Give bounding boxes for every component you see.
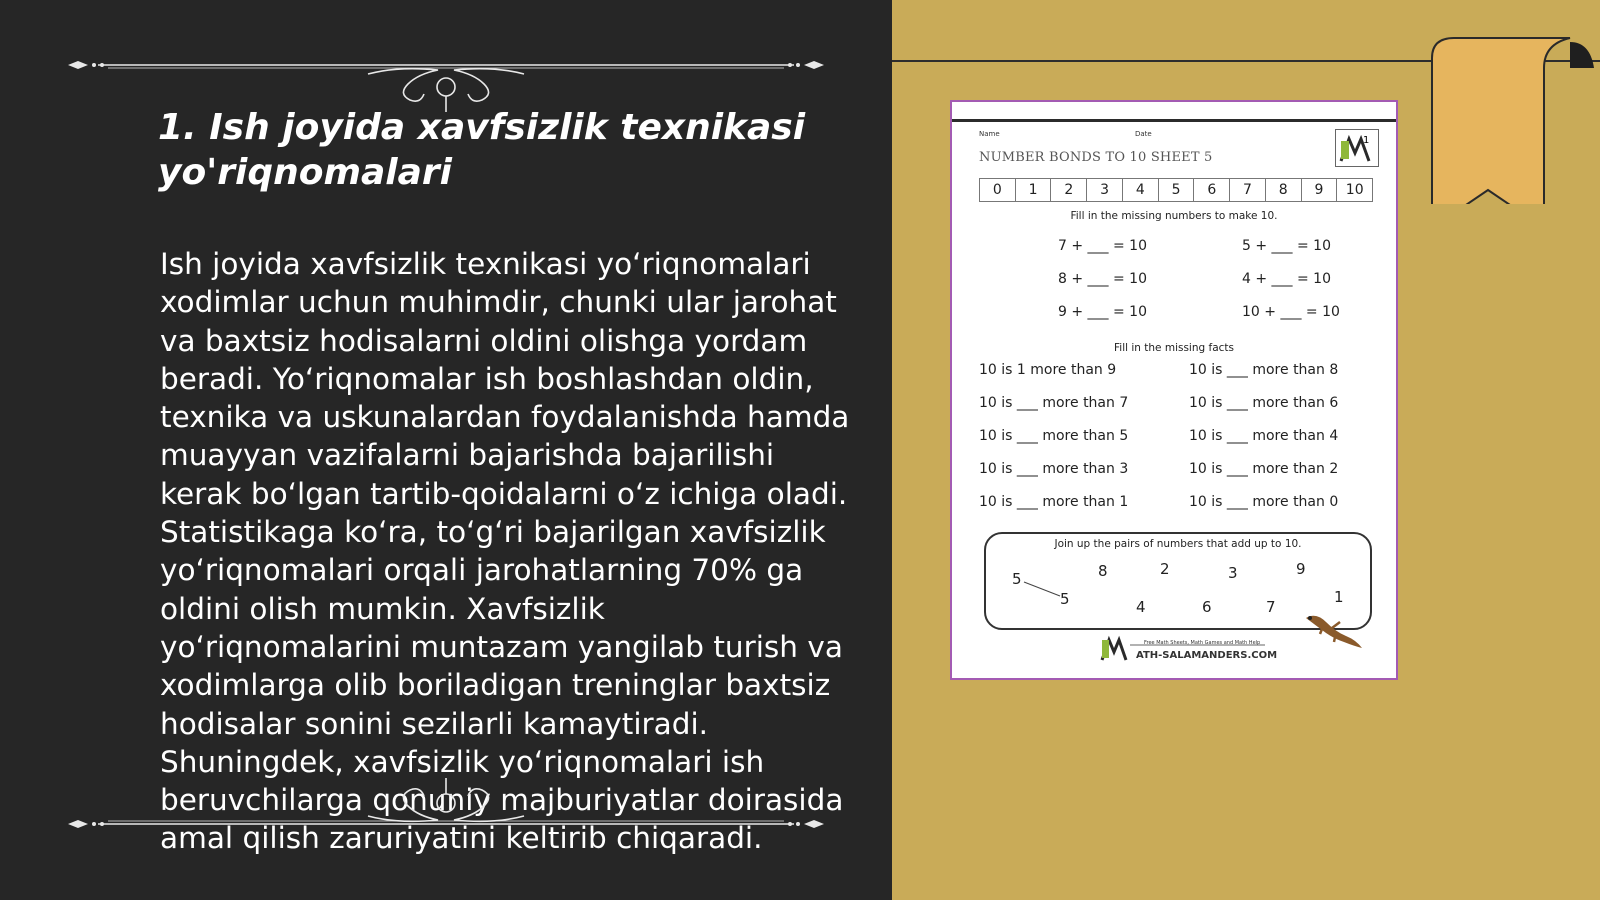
worksheet-instruction-3: Join up the pairs of numbers that add up to 10. bbox=[1054, 538, 1302, 550]
equation-right: 10 + ___ = 10 bbox=[1242, 304, 1340, 320]
footer-tagline: Free Math Sheets, Math Games and Math Help bbox=[1144, 640, 1261, 646]
equation-left: 9 + ___ = 10 bbox=[1058, 304, 1147, 320]
number-line-cell: 10 bbox=[1345, 182, 1364, 198]
footer-site-name: ATH-SALAMANDERS.COM bbox=[1136, 650, 1278, 661]
fact-right: 10 is ___ more than 2 bbox=[1189, 461, 1339, 477]
slide-title: 1. Ish joyida xavfsizlik texnikasi yo'riqnomalari bbox=[158, 107, 806, 193]
number-line bbox=[979, 178, 1373, 202]
fact-left: 10 is ___ more than 5 bbox=[979, 428, 1129, 444]
number-line-cell: 3 bbox=[1087, 179, 1123, 201]
worksheet-instruction-2: Fill in the missing facts bbox=[1114, 342, 1234, 354]
pair-number: 5 bbox=[1012, 570, 1022, 588]
number-line-cell: 8 bbox=[1266, 179, 1302, 201]
equation-right: 4 + ___ = 10 bbox=[1242, 271, 1331, 287]
pair-number: 1 bbox=[1334, 588, 1344, 606]
salamander-icon bbox=[1302, 608, 1364, 652]
pair-number: 7 bbox=[1266, 598, 1276, 616]
pair-number: 9 bbox=[1296, 560, 1306, 578]
number-line-cell: 5 bbox=[1159, 179, 1195, 201]
fact-left: 10 is 1 more than 9 bbox=[979, 362, 1117, 378]
pair-number: 2 bbox=[1160, 560, 1170, 578]
pair-number: 5 bbox=[1060, 590, 1070, 608]
pair-number: 8 bbox=[1098, 562, 1108, 580]
math-salamanders-logo-icon bbox=[1335, 129, 1379, 167]
bookmark-icon bbox=[1430, 34, 1600, 204]
number-line-cell: 6 bbox=[1194, 179, 1230, 201]
pair-number: 6 bbox=[1202, 598, 1212, 616]
worksheet-instruction-1: Fill in the missing numbers to make 10. bbox=[1070, 210, 1278, 222]
equation-left: 8 + ___ = 10 bbox=[1058, 271, 1147, 287]
number-line-cell: 9 bbox=[1302, 179, 1338, 201]
number-line-cell: 4 bbox=[1123, 179, 1159, 201]
fact-right: 10 is ___ more than 0 bbox=[1189, 494, 1339, 510]
worksheet-date-label: Date bbox=[1135, 130, 1152, 138]
fact-left: 10 is ___ more than 3 bbox=[979, 461, 1129, 477]
logo-digit: 1 bbox=[1363, 135, 1370, 146]
fact-left: 10 is ___ more than 1 bbox=[979, 494, 1129, 510]
fact-right: 10 is ___ more than 4 bbox=[1189, 428, 1339, 444]
pair-number: 3 bbox=[1228, 564, 1238, 582]
fact-right: 10 is ___ more than 6 bbox=[1189, 395, 1339, 411]
worksheet-title: NUMBER BONDS TO 10 SHEET 5 bbox=[979, 150, 1213, 165]
worksheet-top-bar bbox=[952, 119, 1396, 122]
equation-right: 5 + ___ = 10 bbox=[1242, 238, 1331, 254]
fact-right: 10 is ___ more than 8 bbox=[1189, 362, 1339, 378]
number-line-cell: 7 bbox=[1230, 179, 1266, 201]
number-line-cell: 0 bbox=[980, 179, 1016, 201]
slide-body-text: Ish joyida xavfsizlik texnikasi yo‘riqnomalari xodimlar uchun muhimdir, chunki ular jarohat va baxtsiz hodisalarni oldini olishga yordam beradi. Yo‘riqnomalar ish boshlashdan oldin, texnika va uskunalardan foydalanishda hamda muayyan vazifalarni bajarishda bajarilishi kerak bo‘lgan tartib-qoidalarni o‘z ichiga oladi. Statistikaga ko‘ra, to‘g‘ri bajarilgan xavfsizlik yo‘riqnomalari orqali jarohatlarning 70% ga oldini olish mumkin. Xavfsizlik yo‘riqnomalarini muntazam yangilab turish va xodimlarga olib boriladigan treninglar baxtsiz hodisalar sonini sezilarli kamaytiradi. Shuningdek, xavfsizlik yo‘riqnomalari ish beruvchilarga qonuniy majburiyatlar doirasida amal qilish zaruriyatini keltirib chiqaradi. bbox=[160, 247, 850, 856]
bottom-ornament-divider bbox=[68, 776, 824, 836]
number-line-cell: 2 bbox=[1051, 179, 1087, 201]
equation-left: 7 + ___ = 10 bbox=[1058, 238, 1147, 254]
worksheet-name-label: Name bbox=[979, 130, 1000, 138]
pair-number: 4 bbox=[1136, 598, 1146, 616]
worksheet-image bbox=[950, 100, 1398, 680]
fact-left: 10 is ___ more than 7 bbox=[979, 395, 1129, 411]
number-line-cell: 1 bbox=[1016, 179, 1052, 201]
